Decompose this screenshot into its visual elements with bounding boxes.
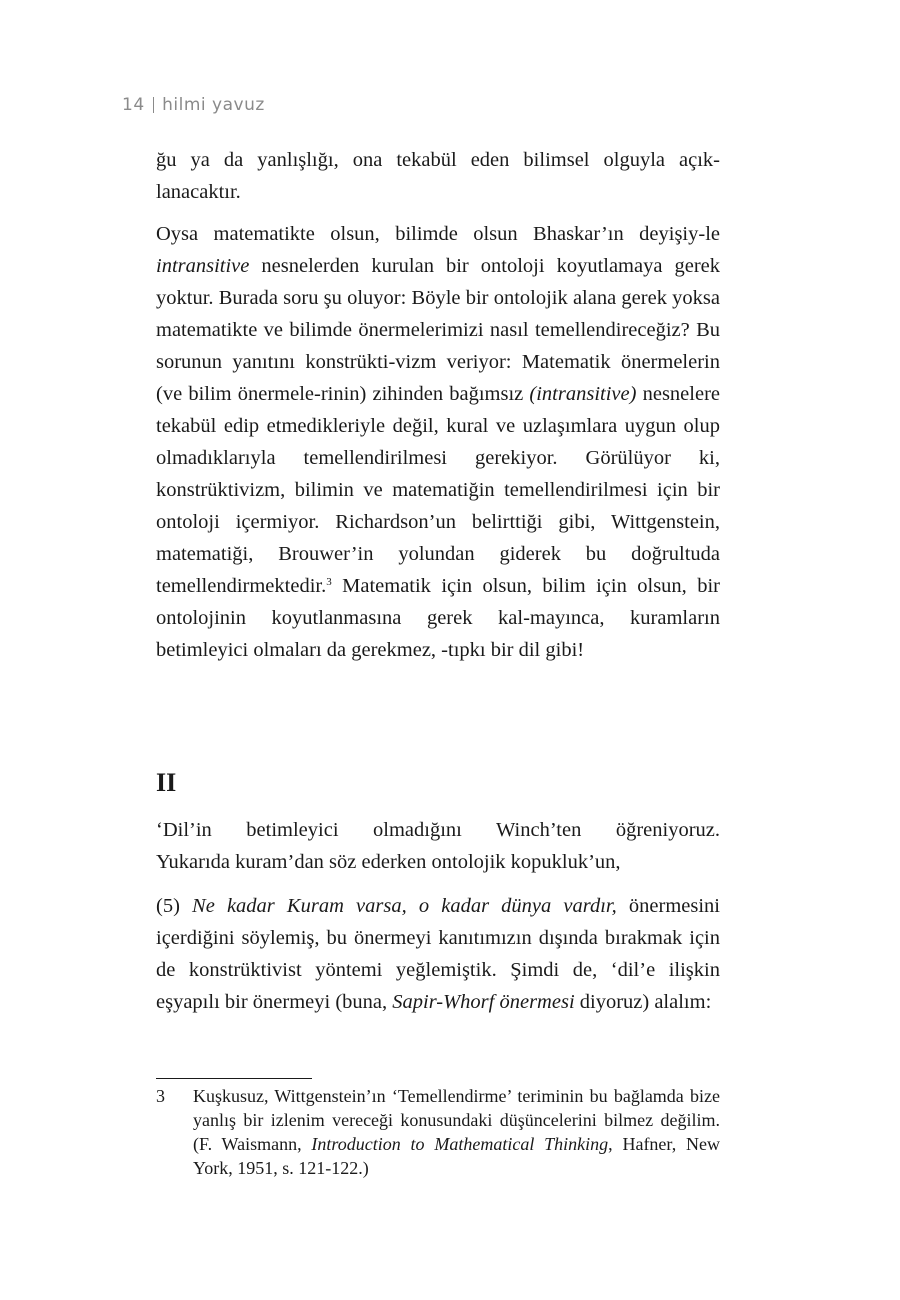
italic-term: intransitive — [156, 255, 250, 277]
section-heading: II — [156, 768, 177, 797]
italic-book-title: Introduction to Mathematical Thinking — [311, 1134, 609, 1154]
italic-term: Sapir-Whorf önermesi — [392, 991, 575, 1013]
footnote-number: 3 — [156, 1086, 165, 1106]
text-line: Yukarıda kuram’dan söz ederken ontolojik kopukluk’un, — [156, 851, 621, 873]
text-run: Kuşkusuz, Wittgenstein’ın ‘Temellendirme’ teriminin bu bağlamda bize yanlış bir izlenim vereceği konusundaki düşüncelerini bilmez değilim. (F. Waismann, — [193, 1086, 720, 1154]
text-run: önermesini içerdiğini söylemiş, bu önermeyi kanıtımızın dışında bırakmak için de konstrüktivist yöntemi yeğlemiştik. Şimdi de, ‘dil’e ilişkin eşyapılı bir önermeyi (buna, — [156, 895, 720, 1013]
footnote-text — [193, 1084, 720, 1180]
running-head — [122, 95, 265, 115]
running-head-author: hilmi yavuz — [162, 95, 265, 115]
text-line: lanacaktır. — [156, 181, 241, 203]
text-run: Matematik için olsun, bilim için olsun, bir ontolojinin koyutlanmasına gerek kal-mayınca, kuramların betimleyici olmaları da gerekmez, -tıpkı bir dil gibi! — [156, 575, 720, 661]
text-run: Oysa matematikte olsun, bilimde olsun Bhaskar’ın deyişiy-le — [156, 223, 720, 245]
text-run: nesnelere tekabül edip etmedikleriyle değil, kural ve uzlaşımlara uygun olup olmadıklarıyla temellendirilmesi gerekiyor. Görülüyor ki, konstrüktivizm, bilimin ve matematiğin temellendirilmesi için bir ontoloji içermiyor. Richardson’un belirttiği gibi, Wittgenstein, matematiği, Brouwer’in yolundan giderek bu doğrultuda temellendirmektedir. — [156, 383, 720, 597]
text-run: diyoruz) alalım: — [574, 991, 712, 1013]
header-separator — [153, 97, 155, 113]
italic-term: (intransitive) — [529, 383, 637, 405]
page-number: 14 — [122, 95, 145, 115]
text-line: ‘Dil’in betimleyici olmadığını Winch’ten öğreniyoruz. — [156, 819, 720, 841]
footnote-divider — [156, 1078, 312, 1079]
text-run: nesnelerden kurulan bir ontoloji koyutlamaya gerek yoktur. Burada soru şu oluyor: Böyle bir ontolojik alana gerek yoksa matematikte ve bilimde önermelerimizi nasıl temellendireceğiz? Bu sorunun yanıtını konstrükti-vizm veriyor: Matematik önermelerin (ve bilim önermele-rinin) zihinden bağımsız — [156, 255, 720, 405]
paragraph-continued — [156, 144, 720, 208]
paragraph-proposition — [156, 890, 720, 1018]
footnote-reference[interactable]: 3 — [326, 576, 332, 588]
text-run: , Hafner, New York, 1951, s. 121-122.) — [193, 1134, 720, 1178]
italic-proposition: Ne kadar Kuram varsa, o kadar dünya vardır, — [192, 895, 617, 917]
text-run: (5) — [156, 895, 193, 917]
footnote — [156, 1084, 720, 1180]
paragraph-constructivism — [156, 218, 720, 666]
paragraph-winch — [156, 814, 720, 878]
text-line: ğu ya da yanlışlığı, ona tekabül eden bilimsel olguyla açık- — [156, 149, 720, 171]
